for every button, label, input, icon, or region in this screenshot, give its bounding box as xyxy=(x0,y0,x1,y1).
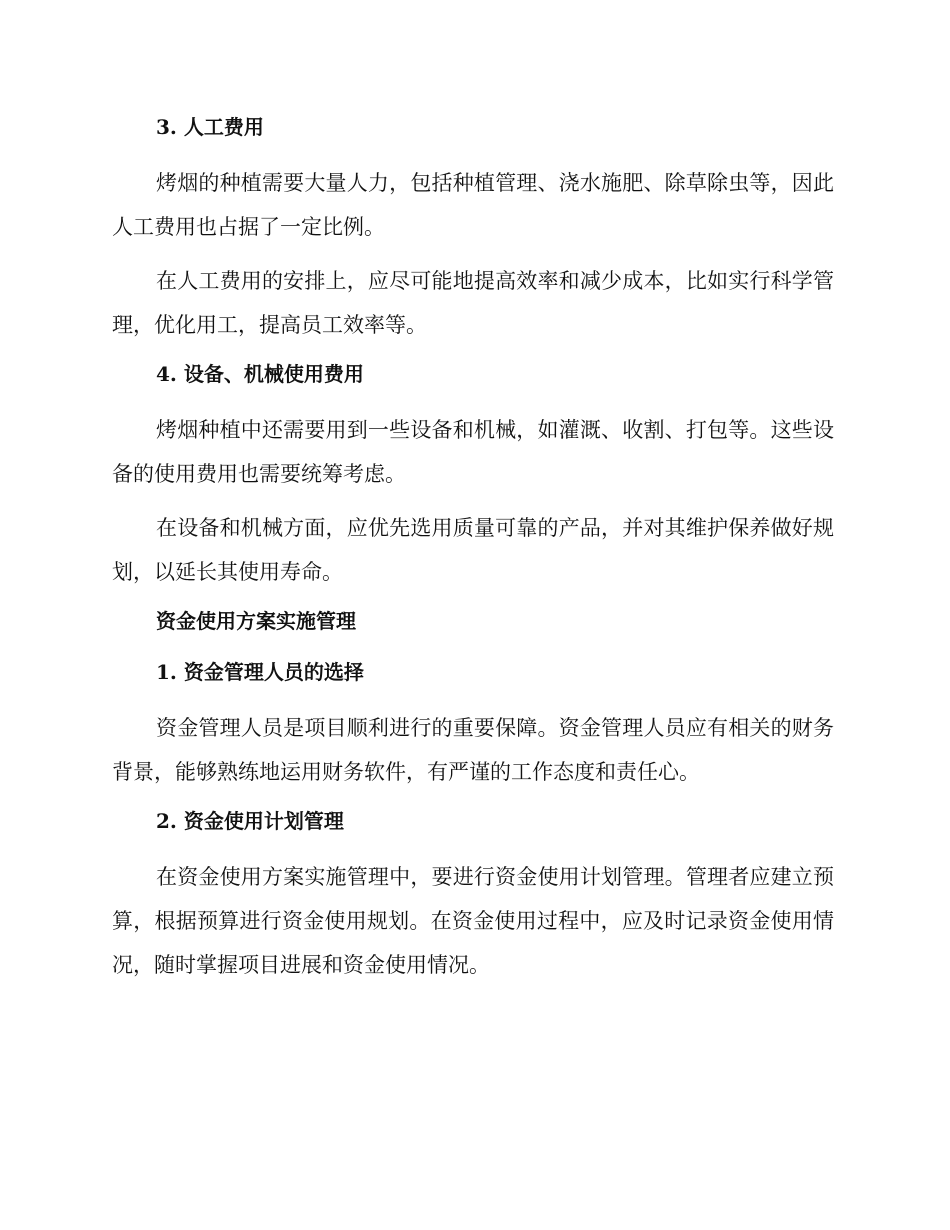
paragraph-fund-plan: 在资金使用方案实施管理中，要进行资金使用计划管理。管理者应建立预算，根据预算进行资金使用规划。在资金使用过程中，应及时记录资金使用情况，随时掌握项目进展和资金使用情况。 xyxy=(112,865,834,977)
section-heading-fund-plan-management: 2. 资金使用计划管理 xyxy=(156,809,344,833)
section-heading-fund-staff-selection: 1. 资金管理人员的选择 xyxy=(156,660,364,684)
paragraph-equipment-selection: 在设备和机械方面，应优先选用质量可靠的产品，并对其维护保养做好规划，以延长其使用寿命。 xyxy=(112,516,834,584)
paragraph-fund-staff: 资金管理人员是项目顺利进行的重要保障。资金管理人员应有相关的财务背景，能够熟练地运用财务软件，有严谨的工作态度和责任心。 xyxy=(112,716,834,784)
section-heading-labor-cost: 3. 人工费用 xyxy=(156,115,264,139)
section-heading-fund-implementation: 资金使用方案实施管理 xyxy=(156,609,356,633)
document-body xyxy=(112,110,834,997)
paragraph-labor-cost-intro: 烤烟的种植需要大量人力，包括种植管理、浇水施肥、除草除虫等，因此人工费用也占据了一定比例。 xyxy=(112,171,834,239)
section-heading-equipment-cost: 4. 设备、机械使用费用 xyxy=(156,362,364,386)
paragraph-labor-cost-arrangement: 在人工费用的安排上，应尽可能地提高效率和减少成本，比如实行科学管理，优化用工，提高员工效率等。 xyxy=(112,269,834,337)
paragraph-equipment-intro: 烤烟种植中还需要用到一些设备和机械，如灌溉、收割、打包等。这些设备的使用费用也需要统筹考虑。 xyxy=(112,418,834,486)
